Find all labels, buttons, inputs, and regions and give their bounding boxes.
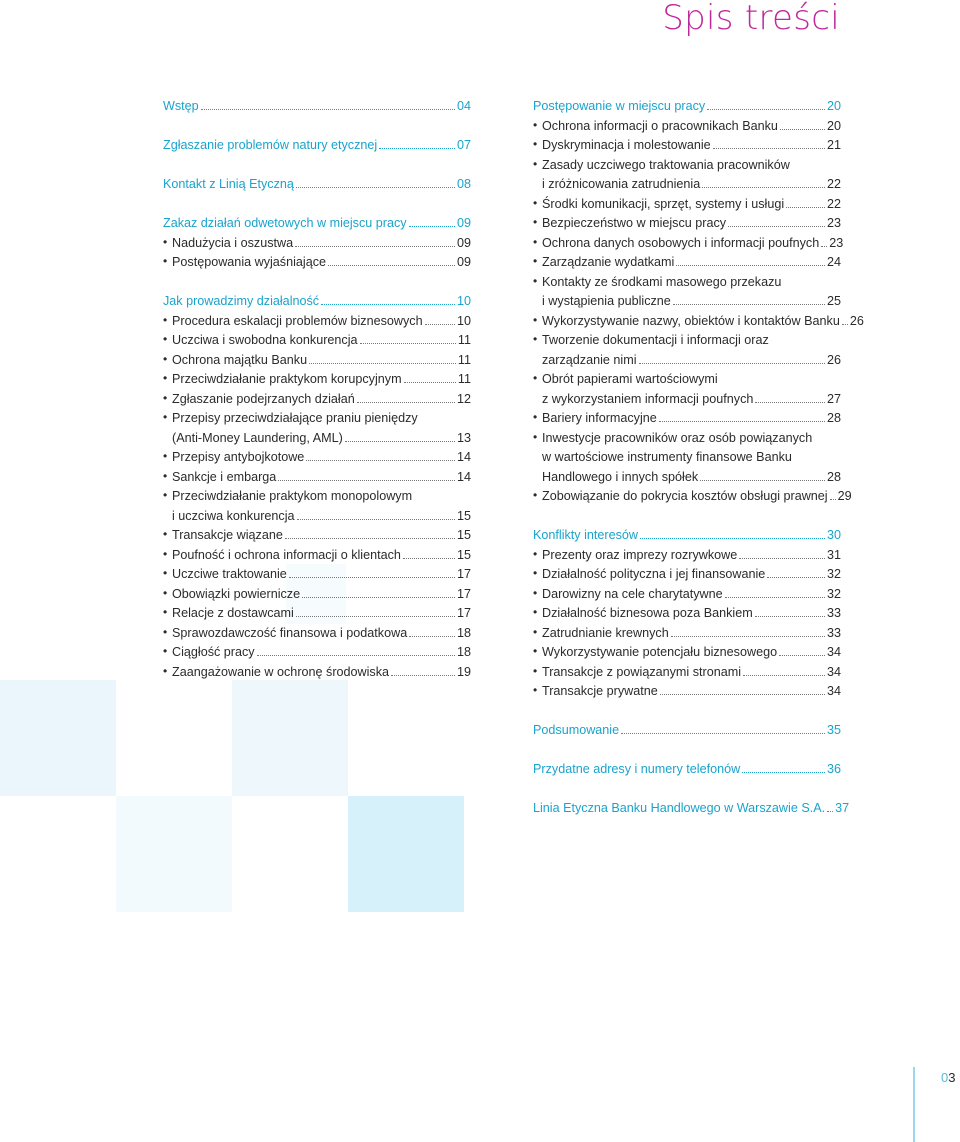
toc-entry-title: Zarządzanie wydatkami [542, 255, 675, 269]
toc-entry[interactable] [172, 505, 471, 524]
toc-entry-title: Poufność i ochrona informacji o klientach [172, 547, 401, 562]
toc-entry[interactable] [163, 310, 471, 329]
toc-entry-title: Ochrona informacji o pracownikach Banku [542, 118, 778, 133]
toc-entry-title: w wartościowe instrumenty finansowe Banku [542, 450, 792, 464]
toc-entry[interactable] [163, 232, 471, 251]
dot-leader [786, 207, 825, 208]
toc-entry[interactable] [533, 544, 841, 563]
toc-entry-title: (Anti-Money Laundering, AML) [172, 430, 343, 445]
toc-section-entry[interactable] [163, 212, 471, 231]
toc-entry[interactable] [163, 329, 471, 348]
toc-page-number: 30 [826, 528, 841, 542]
toc-entry-title: Działalność biznesowa poza Bankiem [542, 606, 753, 620]
toc-page-number: 23 [826, 216, 841, 230]
toc-entry-title: Ochrona majątku Banku [172, 352, 308, 367]
toc-page-number: 15 [456, 528, 471, 542]
bullet-icon: • [533, 332, 538, 346]
toc-entry[interactable] [533, 368, 841, 387]
toc-entry[interactable] [163, 602, 471, 621]
page-number-prefix: 0 [941, 1070, 949, 1085]
bullet-icon: • [163, 468, 168, 483]
toc-entry-title: zarządzanie nimi [542, 352, 637, 367]
dot-leader [713, 148, 825, 149]
bullet-icon: • [533, 683, 538, 697]
dot-leader [278, 480, 455, 481]
toc-entry[interactable] [533, 427, 841, 446]
toc-section-entry[interactable] [533, 95, 841, 114]
toc-section-entry[interactable] [533, 758, 841, 777]
toc-entry[interactable] [533, 583, 841, 602]
dot-leader [328, 265, 455, 266]
dot-leader [296, 616, 455, 617]
toc-page-number: 15 [456, 508, 471, 523]
dot-leader [742, 772, 825, 773]
dot-leader [309, 363, 456, 364]
toc-entry-title: z wykorzystaniem informacji poufnych [542, 391, 754, 406]
bullet-icon: • [533, 215, 538, 229]
toc-page-number: 24 [826, 255, 841, 269]
toc-page-number: 13 [456, 430, 471, 445]
toc-page-number: 17 [456, 606, 471, 620]
bullet-icon: • [163, 332, 168, 346]
toc-page-number: 04 [456, 99, 471, 113]
dot-leader [409, 226, 455, 227]
bullet-icon: • [533, 605, 538, 619]
toc-entry-title: Ciągłość pracy [172, 645, 255, 659]
toc-page-number: 10 [456, 294, 471, 308]
toc-entry-title: Wykorzystywanie potencjału biznesowego [542, 645, 778, 659]
toc-page-number: 34 [826, 684, 841, 698]
toc-page-number: 34 [826, 664, 841, 679]
toc-entry-title: Zaangażowanie w ochronę środowiska [172, 664, 390, 679]
toc-entry-title: Ochrona danych osobowych i informacji poufnych [542, 235, 820, 250]
toc-entry-title: Inwestycje pracowników oraz osób powiązanych [542, 430, 813, 445]
dot-leader [201, 109, 455, 110]
dot-leader [302, 597, 455, 598]
dot-leader [306, 460, 455, 461]
toc-entry[interactable] [533, 622, 841, 641]
bullet-icon: • [163, 566, 168, 580]
toc-entry-title: Handlowego i innych spółek [542, 469, 699, 484]
bullet-icon: • [163, 390, 168, 405]
toc-entry[interactable] [163, 388, 471, 407]
toc-page-number: 26 [849, 313, 864, 328]
dot-leader [739, 558, 825, 559]
page-number-digit: 3 [948, 1070, 956, 1085]
decor-square [116, 796, 232, 912]
toc-entry-title: i wystąpienia publiczne [542, 294, 671, 308]
dot-leader [425, 324, 455, 325]
dot-leader [391, 675, 455, 676]
toc-entry[interactable] [533, 329, 841, 348]
toc-entry[interactable] [163, 349, 471, 368]
toc-entry[interactable] [533, 154, 841, 173]
toc-page-number: 28 [826, 411, 841, 425]
toc-entry[interactable] [533, 661, 841, 680]
toc-entry-title: Kontakt z Linią Etyczną [163, 177, 294, 191]
toc-page-number: 33 [826, 625, 841, 640]
toc-entry-title: Linia Etyczna Banku Handlowego w Warszawie S.A. [533, 801, 826, 815]
bullet-icon: • [533, 156, 538, 171]
toc-page-number: 23 [829, 235, 844, 250]
toc-page-number: 09 [456, 216, 471, 230]
toc-entry[interactable] [533, 271, 841, 290]
toc-page-number: 36 [826, 762, 841, 776]
toc-entry-title: Środki komunikacji, sprzęt, systemy i usługi [542, 196, 785, 211]
toc-entry[interactable] [533, 641, 841, 660]
toc-entry[interactable] [533, 310, 864, 329]
toc-entry-title: Przeciwdziałanie praktykom korupcyjnym [172, 372, 402, 386]
toc-page-number: 22 [826, 196, 841, 211]
toc-entry-title: Wykorzystywanie nazwy, obiektów i kontaktów Banku [542, 313, 840, 328]
bullet-icon: • [533, 566, 538, 580]
toc-page-number: 37 [835, 801, 850, 815]
toc-entry[interactable] [533, 680, 841, 699]
toc-entry-title: Dyskryminacja i molestowanie [542, 138, 711, 152]
toc-entry-title: Transakcje prywatne [542, 684, 658, 698]
toc-entry-title: Tworzenie dokumentacji i informacji oraz [542, 333, 769, 347]
bullet-icon: • [163, 410, 168, 424]
toc-page-number: 32 [826, 567, 841, 581]
toc-page-number: 21 [826, 138, 841, 152]
toc-page-number: 11 [457, 372, 471, 386]
toc-entry-title: Podsumowanie [533, 723, 620, 737]
toc-entry-title: Relacje z dostawcami [172, 606, 294, 620]
dot-leader [673, 304, 825, 305]
bullet-icon: • [533, 585, 538, 600]
toc-page-number: 26 [826, 352, 841, 367]
bullet-icon: • [163, 234, 168, 249]
toc-page-number: 20 [826, 99, 841, 113]
toc-entry[interactable] [542, 290, 841, 309]
bullet-icon: • [163, 488, 168, 502]
toc-entry-title: Sprawozdawczość finansowa i podatkowa [172, 625, 408, 640]
dot-leader [404, 382, 456, 383]
toc-entry-title: Przeciwdziałanie praktykom monopolowym [172, 489, 413, 503]
toc-page-number: 17 [456, 586, 471, 601]
bullet-icon: • [533, 429, 538, 444]
toc-page-number: 31 [826, 547, 841, 562]
dot-leader [780, 129, 825, 130]
toc-entry[interactable] [542, 349, 841, 368]
bullet-icon: • [163, 644, 168, 658]
bullet-icon: • [533, 117, 538, 132]
toc-section-entry[interactable] [533, 524, 841, 543]
toc-entry-title: Zgłaszanie podejrzanych działań [172, 391, 355, 406]
toc-entry-title: Konflikty interesów [533, 528, 638, 542]
toc-entry-title: Obowiązki powiernicze [172, 586, 301, 601]
toc-entry[interactable] [542, 446, 841, 465]
toc-page-number: 32 [826, 586, 841, 601]
toc-page-number: 14 [456, 469, 471, 484]
toc-page-number: 07 [456, 138, 471, 152]
dot-leader [767, 577, 825, 578]
toc-entry-title: Wstęp [163, 99, 199, 113]
dot-leader [743, 675, 825, 676]
dot-leader [403, 558, 455, 559]
dot-leader [640, 538, 825, 539]
bullet-icon: • [533, 488, 538, 502]
toc-entry[interactable] [172, 427, 471, 446]
dot-leader [621, 733, 825, 734]
toc-entry-title: Transakcje z powiązanymi stronami [542, 664, 742, 679]
bullet-icon: • [533, 371, 538, 385]
toc-page-number: 10 [456, 313, 471, 328]
dot-leader [728, 226, 825, 227]
toc-page-number: 25 [826, 294, 841, 308]
toc-entry-title: Przepisy antybojkotowe [172, 450, 305, 464]
toc-section-entry[interactable] [163, 134, 471, 153]
dot-leader [700, 480, 825, 481]
toc-page-number: 11 [457, 352, 471, 367]
toc-entry[interactable] [163, 251, 471, 270]
dot-leader [725, 597, 825, 598]
bullet-icon: • [163, 605, 168, 619]
toc-entry-title: Sankcje i embarga [172, 469, 277, 484]
toc-section-entry[interactable] [163, 95, 471, 114]
toc-entry[interactable] [533, 602, 841, 621]
toc-entry[interactable] [163, 407, 471, 426]
toc-entry-title: Jak prowadzimy działalność [163, 294, 320, 308]
bullet-icon: • [533, 546, 538, 561]
toc-entry-title: Zakaz działań odwetowych w miejscu pracy [163, 216, 407, 230]
bullet-icon: • [163, 449, 168, 463]
toc-entry-title: Obrót papierami wartościowymi [542, 372, 718, 386]
toc-page-number: 17 [456, 567, 471, 581]
toc-entry[interactable] [533, 407, 841, 426]
toc-page-number: 08 [456, 177, 471, 191]
decor-square [232, 680, 348, 796]
toc-entry-title: i zróżnicowania zatrudnienia [542, 177, 701, 191]
dot-leader [289, 577, 455, 578]
toc-page-number: 29 [837, 489, 852, 503]
dot-leader [409, 636, 455, 637]
toc-page-number: 15 [456, 547, 471, 562]
toc-entry[interactable] [533, 563, 841, 582]
toc-entry[interactable] [533, 232, 844, 251]
dot-leader [379, 148, 455, 149]
toc-entry[interactable] [163, 563, 471, 582]
toc-entry[interactable] [542, 388, 841, 407]
toc-entry[interactable] [163, 368, 471, 387]
toc-entry[interactable] [163, 524, 471, 543]
dot-leader [660, 694, 825, 695]
dot-leader [295, 246, 455, 247]
toc-entry-title: Prezenty oraz imprezy rozrywkowe [542, 547, 738, 562]
dot-leader [676, 265, 825, 266]
toc-page-number: 19 [456, 664, 471, 679]
bullet-icon: • [163, 312, 168, 327]
bullet-icon: • [163, 527, 168, 541]
toc-entry-title: Bezpieczeństwo w miejscu pracy [542, 216, 727, 230]
toc-entry-title: Przydatne adresy i numery telefonów [533, 762, 741, 776]
toc-page-number: 28 [826, 469, 841, 484]
toc-page-number: 14 [456, 450, 471, 464]
toc-section-entry[interactable] [533, 719, 841, 738]
dot-leader [285, 538, 455, 539]
toc-page-number: 09 [456, 235, 471, 250]
toc-page-number: 09 [456, 255, 471, 269]
dot-leader [707, 109, 825, 110]
dot-leader [357, 402, 455, 403]
dot-leader [639, 363, 825, 364]
toc-entry-title: Uczciwa i swobodna konkurencja [172, 333, 358, 347]
bullet-icon: • [163, 585, 168, 600]
bullet-icon: • [163, 663, 168, 678]
toc-entry[interactable] [163, 544, 471, 563]
dot-leader [360, 343, 456, 344]
bullet-icon: • [533, 663, 538, 678]
toc-entry-title: Zasady uczciwego traktowania pracowników [542, 157, 790, 172]
toc-entry[interactable] [163, 641, 471, 660]
bullet-icon: • [163, 351, 168, 366]
toc-entry-title: Darowizny na cele charytatywne [542, 586, 723, 601]
decor-square [0, 680, 116, 796]
dot-leader [659, 421, 825, 422]
toc-entry-title: Przepisy przeciwdziałające praniu pieniędzy [172, 411, 418, 425]
dot-leader [257, 655, 455, 656]
page-title: Spis treści [662, 0, 840, 38]
toc-page-number: 33 [826, 606, 841, 620]
toc-page-number: 34 [826, 645, 841, 659]
toc-entry[interactable] [533, 115, 841, 134]
dot-leader [671, 636, 825, 637]
dot-leader [755, 402, 825, 403]
dot-leader [702, 187, 825, 188]
toc-page-number: 18 [456, 625, 471, 640]
dot-leader [830, 499, 836, 500]
dot-leader [842, 324, 848, 325]
toc-section-entry[interactable] [533, 797, 850, 816]
toc-entry[interactable] [542, 466, 841, 485]
toc-entry[interactable] [163, 485, 471, 504]
page-number-rule [913, 1067, 915, 1142]
bullet-icon: • [533, 410, 538, 424]
toc-entry[interactable] [163, 622, 471, 641]
toc-page-number: 20 [826, 118, 841, 133]
toc-entry-title: Postępowanie w miejscu pracy [533, 99, 706, 113]
toc-entry[interactable] [533, 212, 841, 231]
toc-entry-title: Postępowania wyjaśniające [172, 255, 327, 269]
bullet-icon: • [533, 195, 538, 210]
toc-entry-title: Kontakty ze środkami masowego przekazu [542, 274, 782, 289]
page-number [941, 1070, 955, 1085]
toc-section-entry[interactable] [163, 173, 471, 192]
toc-entry-title: Transakcje wiązane [172, 528, 283, 542]
toc-entry[interactable] [533, 485, 852, 504]
toc-entry[interactable] [163, 466, 471, 485]
bullet-icon: • [533, 312, 538, 327]
toc-entry-title: Nadużycia i oszustwa [172, 235, 294, 250]
dot-leader [321, 304, 455, 305]
bullet-icon: • [163, 546, 168, 561]
dot-leader [827, 811, 833, 812]
dot-leader [296, 187, 455, 188]
toc-page-number: 22 [826, 177, 841, 191]
bullet-icon: • [533, 137, 538, 151]
bullet-icon: • [533, 234, 538, 249]
dot-leader [345, 441, 455, 442]
toc-entry-title: Zatrudnianie krewnych [542, 625, 669, 640]
toc-page-number: 11 [457, 333, 471, 347]
toc-entry-title: Bariery informacyjne [542, 411, 657, 425]
dot-leader [755, 616, 825, 617]
bullet-icon: • [533, 254, 538, 268]
toc-entry-title: Uczciwe traktowanie [172, 567, 287, 581]
toc-page-number: 35 [826, 723, 841, 737]
toc-section-entry[interactable] [163, 290, 471, 309]
toc-entry[interactable] [163, 661, 471, 680]
toc-page-number: 18 [456, 645, 471, 659]
toc-entry[interactable] [533, 193, 841, 212]
toc-entry-title: Procedura eskalacji problemów biznesowych [172, 313, 423, 328]
bullet-icon: • [163, 371, 168, 385]
toc-entry[interactable] [533, 134, 841, 153]
decor-square [348, 796, 464, 912]
bullet-icon: • [533, 624, 538, 639]
bullet-icon: • [533, 644, 538, 658]
toc-entry-title: Zgłaszanie problemów natury etycznej [163, 138, 378, 152]
toc-entry[interactable] [533, 251, 841, 270]
bullet-icon: • [533, 273, 538, 288]
toc-entry-title: i uczciwa konkurencja [172, 508, 295, 523]
toc-entry[interactable] [542, 173, 841, 192]
toc-entry[interactable] [163, 583, 471, 602]
bullet-icon: • [163, 624, 168, 639]
toc-page-number: 12 [456, 391, 471, 406]
dot-leader [297, 519, 455, 520]
dot-leader [821, 246, 827, 247]
bullet-icon: • [163, 254, 168, 268]
toc-entry-title: Zobowiązanie do pokrycia kosztów obsługi prawnej [542, 489, 828, 503]
dot-leader [779, 655, 825, 656]
toc-entry-title: Działalność polityczna i jej finansowanie [542, 567, 766, 581]
toc-page-number: 27 [826, 391, 841, 406]
toc-entry[interactable] [163, 446, 471, 465]
